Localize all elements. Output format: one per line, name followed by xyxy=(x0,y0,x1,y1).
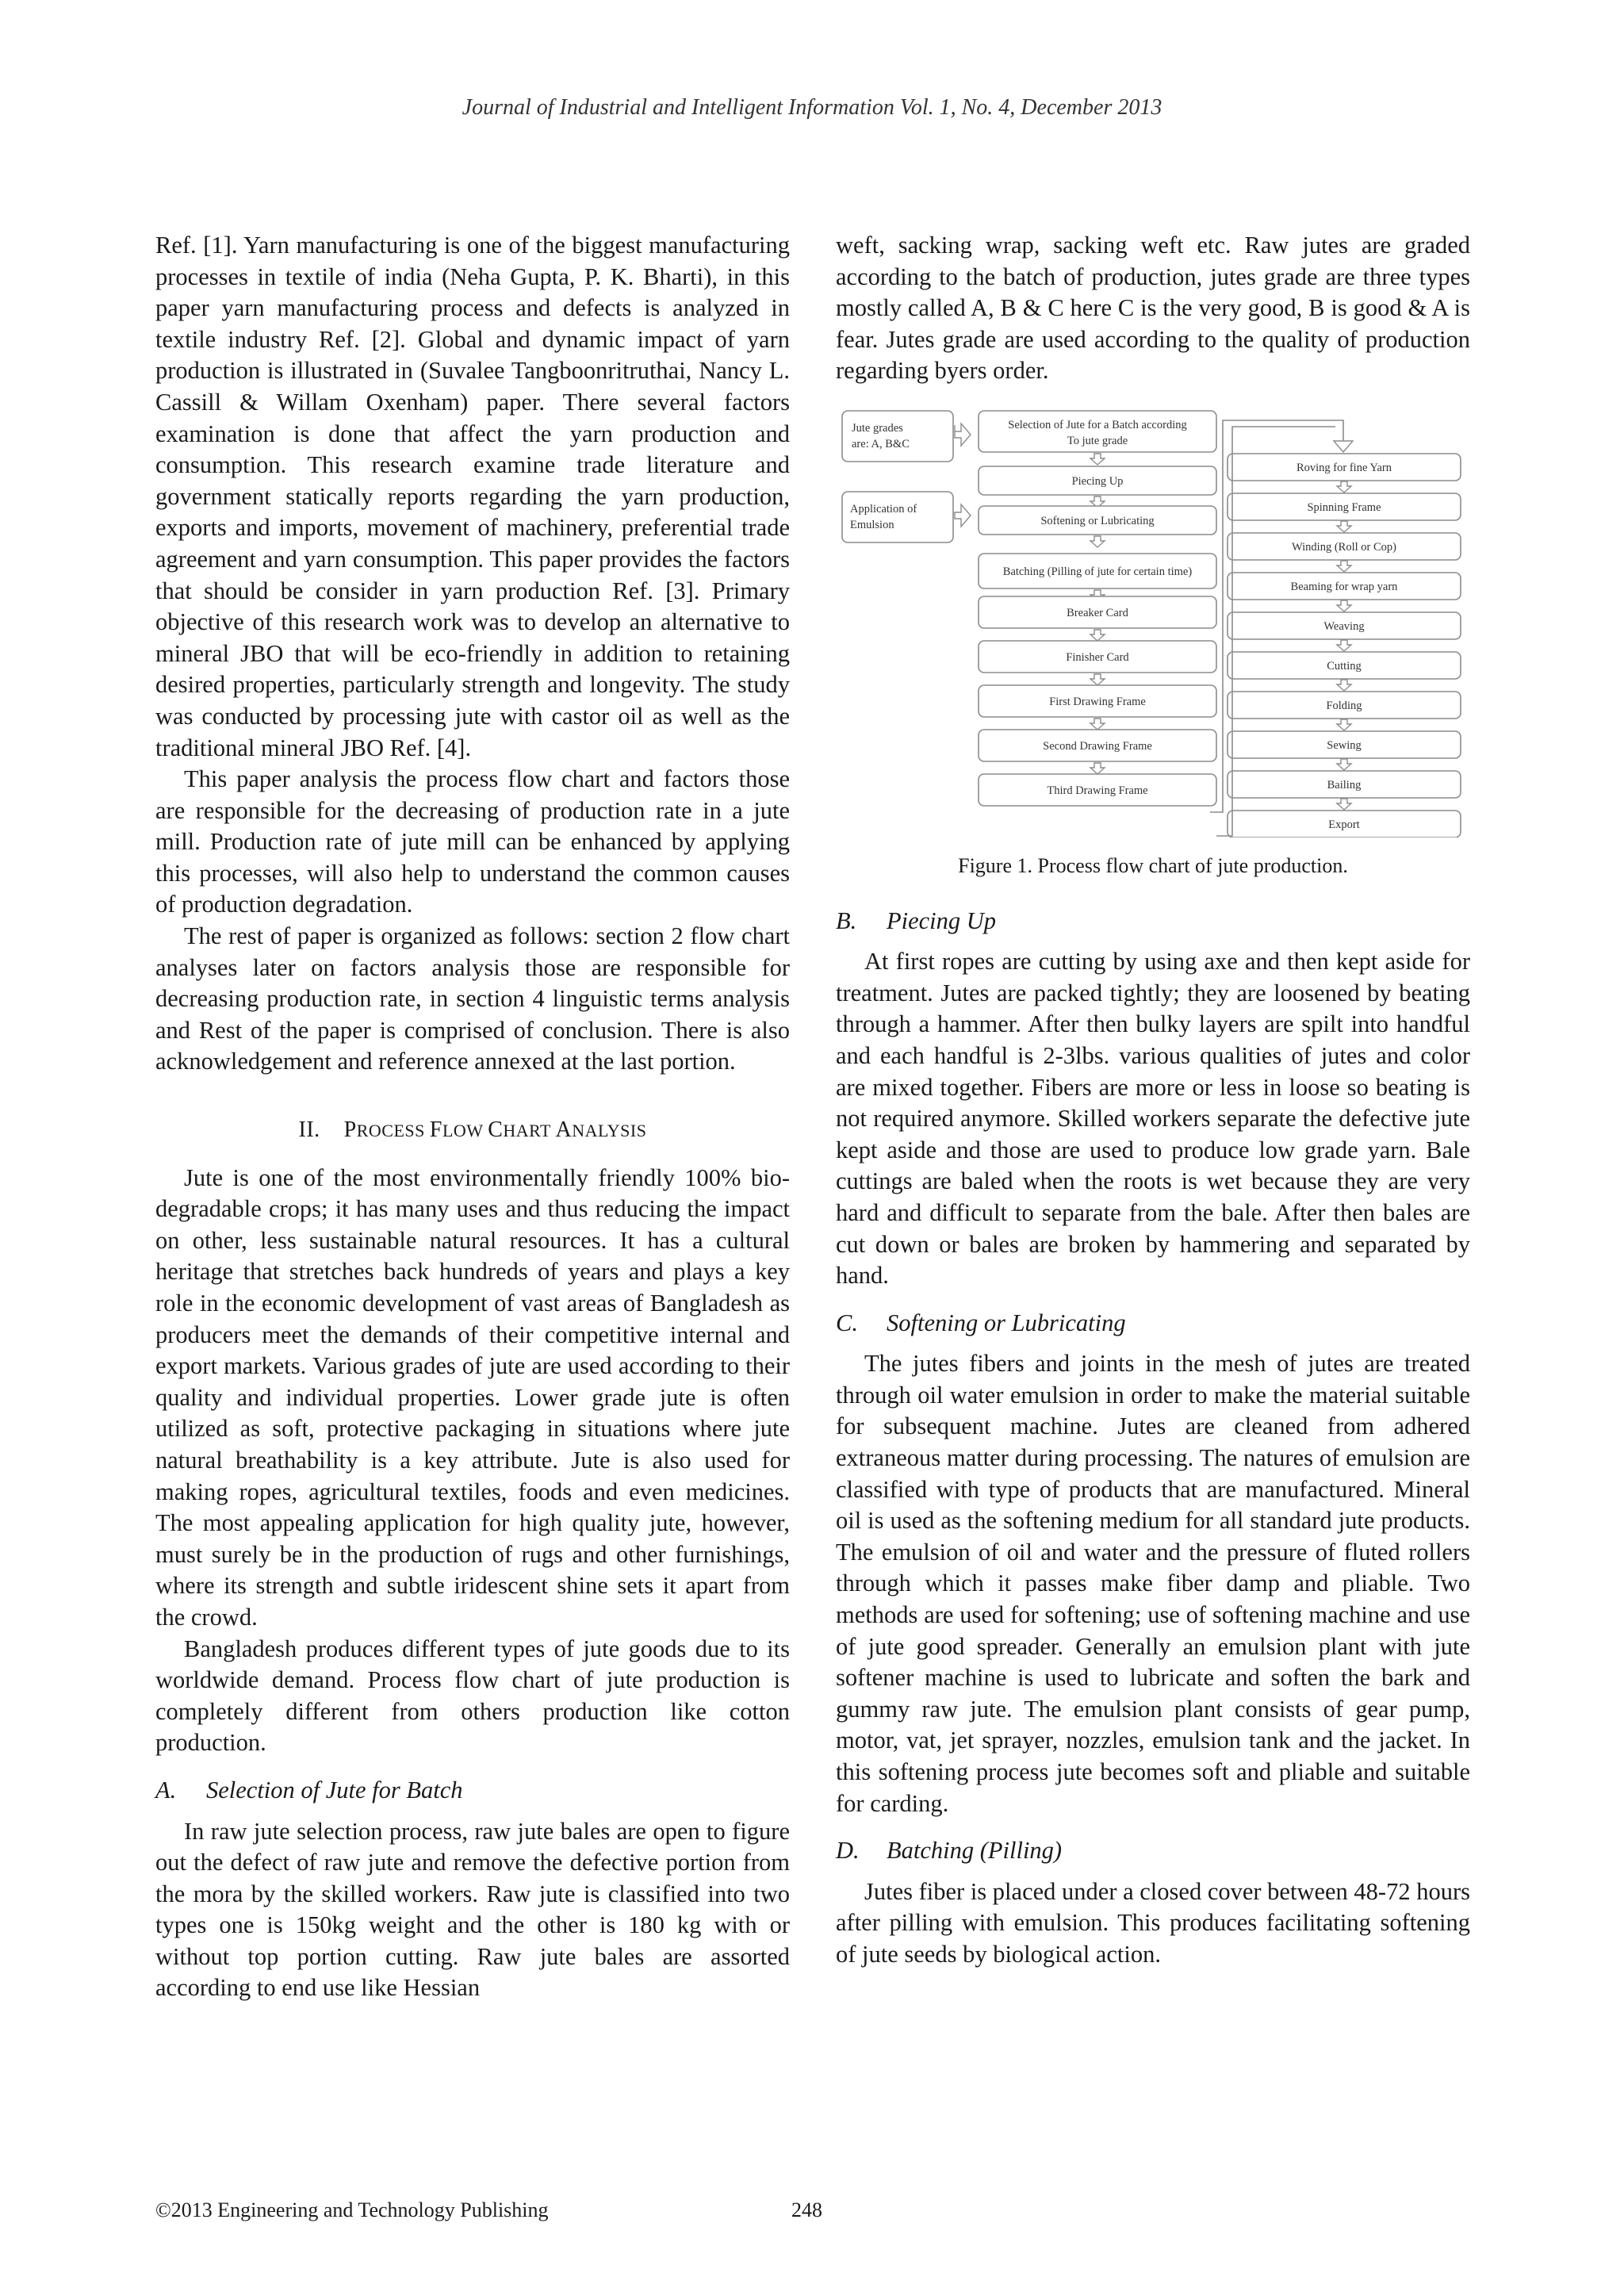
flowchart-label: Emulsion xyxy=(850,518,894,531)
subsection-heading xyxy=(836,1835,1470,1867)
flowchart-step-label: Beaming for wrap yarn xyxy=(1290,580,1398,593)
flowchart-label: Application of xyxy=(850,502,917,516)
section-number: II. xyxy=(298,1117,320,1143)
paragraph: The jutes fibers and joints in the mesh of jutes are treated through oil water emulsion in order to make the material suitable for subsequent machine. Jutes are cleaned from adhered extraneous matter during processing. The natures of emulsion are classified with type of products that are manufactured. Mineral oil is used as the softening medium for all standard jute products. The emulsion of oil and water and the pressure of fluted rollers through which it passes make fiber damp and pliable. Two methods are used for softening; use of softening machine and use of jute good spreader. Generally an emulsion plant with jute softener machine is used to lubricate and soften the bark and gummy raw jute. The emulsion plant consists of gear pump, motor, vat, jet sprayer, nozzles, emulsion tank and the jacket. In this softening process jute becomes soft and pliable and suitable for carding. xyxy=(836,1350,1470,1817)
flowchart-box-emulsion xyxy=(842,492,953,542)
figure-caption: Figure 1. Process flow chart of jute production. xyxy=(958,853,1348,877)
arrow-right-icon xyxy=(955,424,971,446)
arrow-down-icon xyxy=(1337,481,1351,493)
flowchart-step-label: Batching (Pilling of jute for certain time) xyxy=(1002,565,1193,578)
arrow-down-icon xyxy=(1337,759,1351,770)
flowchart-step-label: Finisher Card xyxy=(1066,650,1129,664)
running-header: Journal of Industrial and Intelligent Information Vol. 1, No. 4, December 2013 xyxy=(462,95,1162,120)
subsection-number: D. xyxy=(836,1837,860,1865)
flowchart-step-label: Piecing Up xyxy=(1071,474,1124,488)
arrow-down-icon xyxy=(1337,521,1351,532)
section-heading xyxy=(155,1114,790,1147)
flowchart-step-label: Spinning Frame xyxy=(1307,500,1381,514)
arrow-down-icon xyxy=(1337,561,1351,572)
subsection-number: A. xyxy=(155,1776,177,1803)
flowchart-step-label: To jute grade xyxy=(1067,434,1128,447)
flowchart-step-label: Weaving xyxy=(1323,619,1365,633)
subsection-heading xyxy=(836,1308,1470,1340)
flowchart-step-label: Winding (Roll or Cop) xyxy=(1292,540,1396,554)
arrow-down-icon xyxy=(1090,630,1105,641)
arrow-down-icon xyxy=(1337,799,1351,810)
arrow-down-icon xyxy=(1337,640,1351,651)
flowchart-box-jute-grades xyxy=(842,411,953,462)
arrow-down-icon xyxy=(1337,719,1351,730)
flowchart-step-label: Sewing xyxy=(1327,738,1362,752)
arrow-down-icon xyxy=(1090,674,1105,685)
paragraph: Jutes fiber is placed under a closed cover between 48-72 hours after pilling with emulsion. This produces facilitating softening of jute seeds by biological action. xyxy=(836,1877,1470,1968)
arrow-down-icon xyxy=(1337,680,1351,691)
arrow-down-icon xyxy=(1090,536,1105,547)
flowchart-step-label: Selection of Jute for a Batch according xyxy=(1008,418,1187,431)
subsection-number: C. xyxy=(836,1309,858,1336)
flowchart-step-label: Bailing xyxy=(1327,778,1362,792)
arrow-down-icon xyxy=(1090,454,1105,465)
flowchart-step-label: Third Drawing Frame xyxy=(1047,784,1148,797)
right-process-column xyxy=(1228,454,1461,838)
arrow-down-icon xyxy=(1334,441,1353,452)
figure-process-flow-chart xyxy=(836,404,1470,882)
flowchart-step-label: Roving for fine Yarn xyxy=(1296,461,1392,474)
arrow-right-icon xyxy=(955,504,971,527)
flowchart-step-label: Cutting xyxy=(1327,659,1362,673)
flowchart-step-label: Softening or Lubricating xyxy=(1040,514,1155,527)
flowchart-step-label: Export xyxy=(1328,818,1360,831)
left-process-column xyxy=(979,411,1216,806)
subsection-title: Piecing Up xyxy=(887,907,997,934)
arrow-down-icon xyxy=(1337,600,1351,611)
flowchart-step-label: Breaker Card xyxy=(1067,606,1128,619)
subsection-heading xyxy=(155,1775,790,1807)
section-title: PROCESS FLOW CHART ANALYSIS xyxy=(343,1117,647,1143)
paragraph: weft, sacking wrap, sacking weft etc. Raw jutes are graded according to the batch of production, jutes grade are three types mostly called A, B & C here C is the very good, B is good & A is fear. Jutes grade are used according to the quality of production regarding byers order. xyxy=(836,232,1470,385)
flowchart-step-label: First Drawing Frame xyxy=(1049,695,1146,708)
left-column xyxy=(155,230,790,2004)
arrow-down-icon xyxy=(1090,763,1105,774)
flow-chart xyxy=(836,404,1470,838)
flowchart-label: are: A, B&C xyxy=(852,437,910,450)
paragraph: Jute is one of the most environmentally friendly 100% bio-degradable crops; it has many uses and thus reducing the impact on other, less sustainable natural resources. It has a cultural heritage that stretches back hundreds of years and plays a key role in the economic development of vast areas of Bangladesh as producers meet the demands of their competitive internal and export markets. Various grades of jute are used according to their quality and individual properties. Lower grade jute is often utilized as soft, protective packaging in situations where jute natural breathability is a key attribute. Jute is also used for making ropes, agricultural textiles, foods and even medicines. The most appealing application for high quality jute, however, must surely be in the production of rugs and other furnishings, where its strength and subtle iridescent shine sets it apart from the crowd. xyxy=(155,1163,790,1631)
page-number: 248 xyxy=(791,2198,822,2221)
footer-copyright: ©2013 Engineering and Technology Publishing xyxy=(155,2198,549,2221)
paragraph: At first ropes are cutting by using axe and then kept aside for treatment. Jutes are packed tightly; they are loosened by beating through a hammer. After then bulky layers are spilt into handful and each handful is 2-3lbs. various qualities of jutes and color are mixed together. Fibers are more or less in loose so beating is not required anymore. Skilled workers separate the defective jute kept aside and those are used to produce low grade yarn. Bale cuttings are baled when the roots is wet because they are very hard and difficult to separate from the bale. After then bales are cut down or bales are broken by hammering and separated by hand. xyxy=(836,948,1470,1290)
arrow-down-icon xyxy=(1090,719,1105,730)
flowchart-step-label: Second Drawing Frame xyxy=(1043,739,1152,753)
paragraph: The rest of paper is organized as follows: section 2 flow chart analyses later on factors analysis those are responsible for decreasing production rate, in section 4 linguistic terms analysis and Rest of the paper is comprised of conclusion. There is also acknowledgement and reference annexed at the last portion. xyxy=(155,922,790,1075)
subsection-number: B. xyxy=(836,907,857,934)
paragraph: This paper analysis the process flow chart and factors those are responsible for the decreasing of production rate in a jute mill. Production rate of jute mill can be enhanced by applying this processes, will also help to understand the common causes of production degradation. xyxy=(155,765,790,918)
paragraph: Bangladesh produces different types of jute goods due to its worldwide demand. Process flow chart of jute production is completely different from others production like cotton production. xyxy=(155,1635,790,1757)
paragraph: Ref. [1]. Yarn manufacturing is one of the biggest manufacturing processes in textile of india (Neha Gupta, P. K. Bharti), in this paper yarn manufacturing process and defects is analyzed in textile industry Ref. [2]. Global and dynamic impact of yarn production is illustrated in (Suvalee Tangboonritruthai, Nancy L. Cassill & Willam Oxenham) paper. There several factors examination is done that affect the yarn production and consumption. This research examine trade literature and government statically reports regarding the yarn production, exports and imports, movement of machinery, preferential trade agreement and yarn consumption. This paper provides the factors that should be consider in yarn production Ref. [3]. Primary objective of this research work was to develop an alternative to mineral JBO that will be eco-friendly in addition to retaining desired properties, particularly strength and longevity. The study was conducted by processing jute with castor oil as well as the traditional mineral JBO Ref. [4]. xyxy=(155,232,790,761)
flowchart-label: Jute grades xyxy=(852,421,903,435)
subsection-heading xyxy=(836,906,1470,937)
right-column xyxy=(836,230,1470,1971)
subsection-title: Batching (Pilling) xyxy=(887,1837,1063,1865)
flowchart-step-label: Folding xyxy=(1326,699,1362,712)
subsection-title: Softening or Lubricating xyxy=(887,1309,1126,1336)
subsection-title: Selection of Jute for Batch xyxy=(206,1776,463,1803)
paragraph: In raw jute selection process, raw jute bales are open to figure out the defect of raw jute and remove the defective portion from the mora by the skilled workers. Raw jute is classified into two types one is 150kg weight and the other is 180 kg with or without top portion cutting. Raw jute bales are assorted according to end use like Hessian xyxy=(155,1817,790,2002)
